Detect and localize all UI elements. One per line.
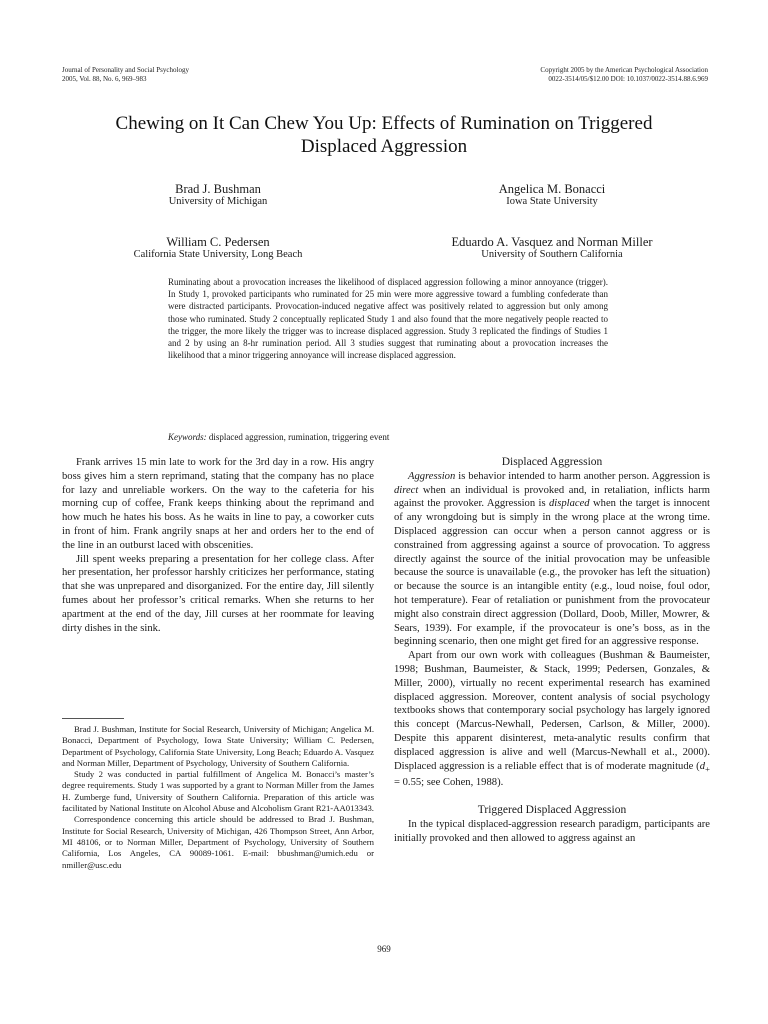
text-run: = 0.55; see Cohen, 1988).: [394, 777, 504, 789]
term-displaced: displaced: [549, 498, 590, 510]
doi-line: 0022-3514/05/$12.00 DOI: 10.1037/0022-3514.88.6.969: [548, 74, 708, 83]
term-direct: direct: [394, 484, 419, 496]
text-run: is behavior intended to harm another person. Aggression is: [455, 470, 710, 482]
abstract: Ruminating about a provocation increases the likelihood of displaced aggression following a minor annoyance (trigger). In Study 1, provoked participants who ruminated for 25 min were more aggressive toward a fumbling confederate than were distracted participants. Provocation-induced negative affect was positively related to aggression but only among those who ruminated. Study 2 conceptually replicated Study 1 and also found that the more negatively people reacted to the trigger, the more likely the trigger was to increase displaced aggression. Study 3 replicated the findings of Studies 1 and 2 by using an 8-hr rumination period. All 3 studies suggest that ruminating about a provocation increases the likelihood that a minor triggering annoyance will increase displaced aggression.: [168, 277, 608, 361]
section-paragraph-3: In the typical displaced-aggression research paradigm, participants are initially provoked and then allowed to aggress against an: [394, 819, 710, 844]
keywords-list: displaced aggression, rumination, triggering event: [208, 432, 390, 442]
journal-name: Journal of Personality and Social Psychology: [62, 66, 189, 74]
section-heading-displaced-aggression: Displaced Aggression: [501, 456, 603, 468]
footnote-divider: [62, 718, 124, 719]
text-run: Apart from our own work with colleagues (Bushman & Baumeister, 1998; Bushman, Baumeister, & Stack, 1999; Pedersen, Gonzales, & Miller, 2000), virtually no recent experimental research has examined displaced aggression. Moreover, content analysis of social psychology textbooks shows that contemporary social psychology has largely ignored this concept (Marcus-Newhall, Pedersen, Carlson, & Miller, 2000). Despite this apparent disinterest, meta-analytic results confirm that displaced aggression is alive and well (Marcus-Newhall et al., 2000). Displaced aggression is a reliable effect that is of moderate magnitude (: [394, 650, 710, 772]
author-affiliation: Iowa State University: [506, 196, 598, 207]
term-aggression: Aggression: [408, 470, 456, 482]
journal-citation: [62, 66, 189, 83]
author-note-correspondence: Correspondence concerning this article should be addressed to Brad J. Bushman, Institute for Social Research, University of Michigan, 426 Thompson Street, Ann Arbor, MI 48106, or to Norman Miller, Department of Psychology, University of Southern California, Los Angeles, CA 90089-1061. E-mail: bbushman@umich.edu or nmiller@usc.edu: [62, 814, 374, 870]
intro-paragraph-2: Jill spent weeks preparing a presentation for her college class. After her presentation, her professor harshly criticizes her performance, stating that she was unprepared and disorganized. For the entire day, Jill silently fumes about her professor’s critical remarks. When she returns to her apartment at the end of the day, Jill curses at her roommate for leaving dirty dishes in the sink.: [62, 553, 374, 634]
article-title: [60, 112, 708, 158]
copyright-notice: [540, 66, 708, 83]
author-affiliation: California State University, Long Beach: [133, 249, 303, 260]
title-line-1: Chewing on It Can Chew You Up: Effects of Rumination on Triggered: [115, 113, 653, 134]
right-column: [394, 456, 710, 846]
intro-paragraph-1: Frank arrives 15 min late to work for the 3rd day in a row. His angry boss gives him a stern reprimand, stating that the company has no place for lazy and unreliable workers. On the way to the cafeteria for his morning cup of coffee, Frank keeps thinking about the reprimand and how much he hates his boss. As he waits in line to pay, a coworker cuts in front of him. Frank angrily snaps at her and orders her to the end of the line in an outburst laced with obscenities.: [62, 457, 374, 551]
keywords-label: Keywords:: [168, 432, 207, 442]
author-affiliation: University of Southern California: [481, 249, 623, 260]
effect-size-subscript: +: [705, 763, 710, 774]
section-heading-triggered: Triggered Displaced Aggression: [477, 804, 627, 817]
copyright-line: Copyright 2005 by the American Psychological Association: [540, 66, 708, 74]
effect-size-symbol: d: [699, 760, 706, 772]
title-line-2: Displaced Aggression: [300, 136, 468, 157]
author-name: Brad J. Bushman: [175, 182, 261, 196]
section-paragraph-2: [394, 649, 710, 790]
left-column: [62, 456, 374, 635]
page-number: 969: [377, 944, 391, 954]
author-name: Eduardo A. Vasquez and Norman Miller: [451, 235, 653, 249]
text-run: when the target is innocent of any wrongdoing but is simply in the wrong place at the wrong time. Displaced aggression can occur when a person cannot aggress or is constrained from aggressing against a source of provocation. To aggress directly against the source of the initial provocation may be unfeasible because the source is unavailable (e.g., the provoker has left the situation) or because the source is an intangible entity (e.g., loud noise, foul odor, hot temperature). Fear of retaliation or punishment from the provocateur might also constrain direct aggression (Dollard, Doob, Miller, Mowrer, & Sears, 1939). For example, if the provocateur is one’s boss, as in the beginning scenario, then one might get fired for an aggressive response.: [394, 498, 710, 648]
author-block-1: [118, 182, 318, 208]
author-note: [62, 724, 374, 871]
author-affiliation: University of Michigan: [168, 196, 268, 207]
author-note-affiliations: Brad J. Bushman, Institute for Social Research, University of Michigan; Angelica M. Bonacci, Department of Psychology, Iowa State University; William C. Pedersen, Department of Psychology, California State University, Long Beach; Eduardo A. Vasquez and Norman Miller, Department of Psychology, University of Southern California.: [62, 724, 374, 768]
journal-volume: 2005, Vol. 88, No. 6, 969–983: [62, 74, 147, 83]
text-run: when an individual is provoked and, in retaliation, inflicts harm against the provoker. Aggression is: [394, 484, 710, 510]
author-name: Angelica M. Bonacci: [498, 182, 606, 196]
author-block-2: [452, 182, 652, 208]
author-block-4: [407, 235, 697, 261]
author-name: William C. Pedersen: [166, 235, 270, 249]
keywords-line: [168, 431, 608, 443]
author-block-3: [98, 235, 338, 261]
author-note-funding: Study 2 was conducted in partial fulfillment of Angelica M. Bonacci’s master’s degree requirements. Study 1 was supported by a grant to Norman Miller from the James H. Zumberge fund, University of Southern California. Preparation of this article was facilitated by National Institute on Alcohol Abuse and Alcoholism Grant R21-AA013343.: [62, 769, 374, 814]
section-paragraph-1: [394, 470, 710, 649]
